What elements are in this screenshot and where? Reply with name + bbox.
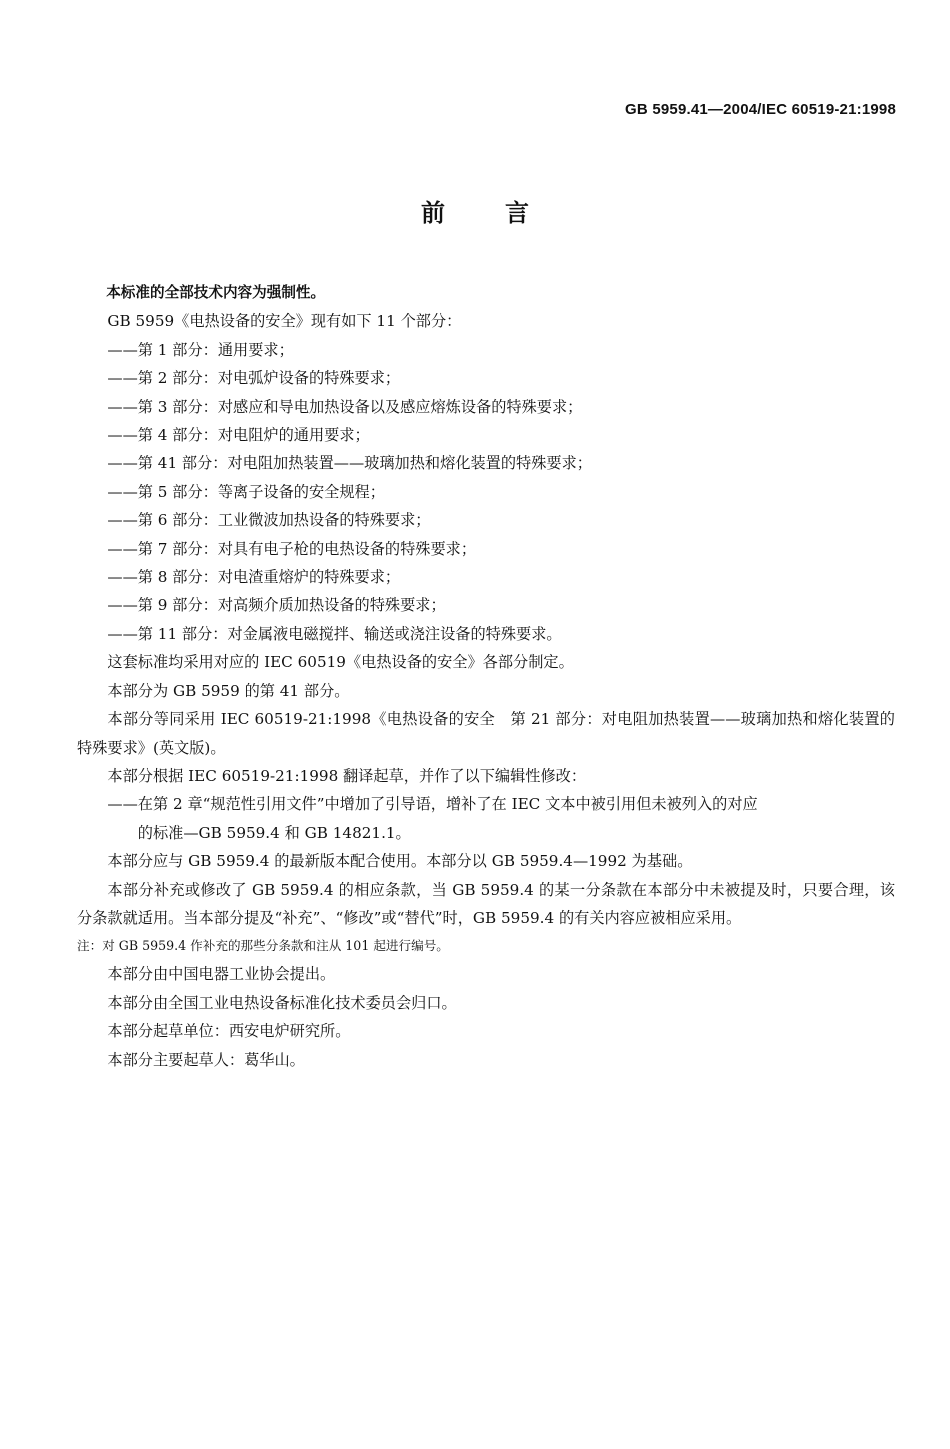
centralized-by: 本部分由全国工业电热设备标准化技术委员会归口。: [107, 993, 457, 1012]
list-item: ——第 2 部分：对电弧炉设备的特殊要求；: [107, 369, 401, 388]
page-title: 前言: [421, 199, 589, 227]
list-item: ——第 7 部分：对具有电子枪的电热设备的特殊要求；: [107, 539, 477, 558]
adoption-series: 这套标准均采用对应的 IEC 60519《电热设备的安全》各部分制定。: [107, 653, 574, 672]
supplement-statement: 本部分补充或修改了 GB 5959.4 的相应条款，当 GB 5959.4 的某一分条款在本部分中未被提及时，只要合理，该分条款就适用。当本部分提及“补充”、“修改”或“替代”时，GB 5959.4 的有关内容应被相应采用。: [77, 880, 895, 927]
foreword-body: [77, 279, 895, 1074]
list-item: ——第 8 部分：对电渣重熔炉的特殊要求；: [107, 568, 401, 587]
numbering-note: 注：对 GB 5959.4 作补充的那些分条款和注从 101 起进行编号。: [77, 938, 449, 954]
equivalent-adoption: 本部分等同采用 IEC 60519-21:1998《电热设备的安全 第 21 部分：对电阻加热装置——玻璃加热和熔化装置的特殊要求》(英文版)。: [77, 710, 895, 757]
list-item: ——第 11 部分：对金属液电磁搅拌、输送或浇注设备的特殊要求。: [107, 624, 562, 643]
list-item: ——第 3 部分：对感应和导电加热设备以及感应熔炼设备的特殊要求；: [107, 397, 583, 416]
main-drafter: 本部分主要起草人：葛华山。: [107, 1050, 305, 1069]
list-item: ——第 4 部分：对电阻炉的通用要求；: [107, 426, 370, 445]
part-number: 本部分为 GB 5959 的第 41 部分。: [107, 681, 350, 700]
list-item: ——第 5 部分：等离子设备的安全规程；: [107, 482, 385, 501]
proposed-by: 本部分由中国电器工业协会提出。: [107, 965, 336, 984]
mandatory-statement: 本标准的全部技术内容为强制性。: [106, 284, 326, 301]
list-item: ——第 1 部分：通用要求；: [107, 340, 294, 359]
modification-line-1: ——在第 2 章“规范性引用文件”中增加了引导语，增补了在 IEC 文本中被引用但未被列入的对应: [107, 795, 758, 814]
list-item: ——第 9 部分：对高频介质加热设备的特殊要求；: [107, 596, 446, 615]
standard-code: GB 5959.41—2004/IEC 60519-21:1998: [625, 101, 896, 118]
used-with: 本部分应与 GB 5959.4 的最新版本配合使用。本部分以 GB 5959.4—1992 为基础。: [107, 852, 693, 871]
modification-line-2: 的标准—GB 5959.4 和 GB 14821.1。: [137, 823, 411, 842]
translation-statement: 本部分根据 IEC 60519-21:1998 翻译起草，并作了以下编辑性修改：: [107, 766, 587, 785]
drafting-unit: 本部分起草单位：西安电炉研究所。: [107, 1022, 351, 1041]
list-item: ——第 41 部分：对电阻加热装置——玻璃加热和熔化装置的特殊要求；: [107, 454, 592, 473]
list-item: ——第 6 部分：工业微波加热设备的特殊要求；: [107, 511, 431, 530]
modification-item: [77, 790, 895, 847]
parts-intro: GB 5959《电热设备的安全》现有如下 11 个部分：: [107, 312, 462, 331]
